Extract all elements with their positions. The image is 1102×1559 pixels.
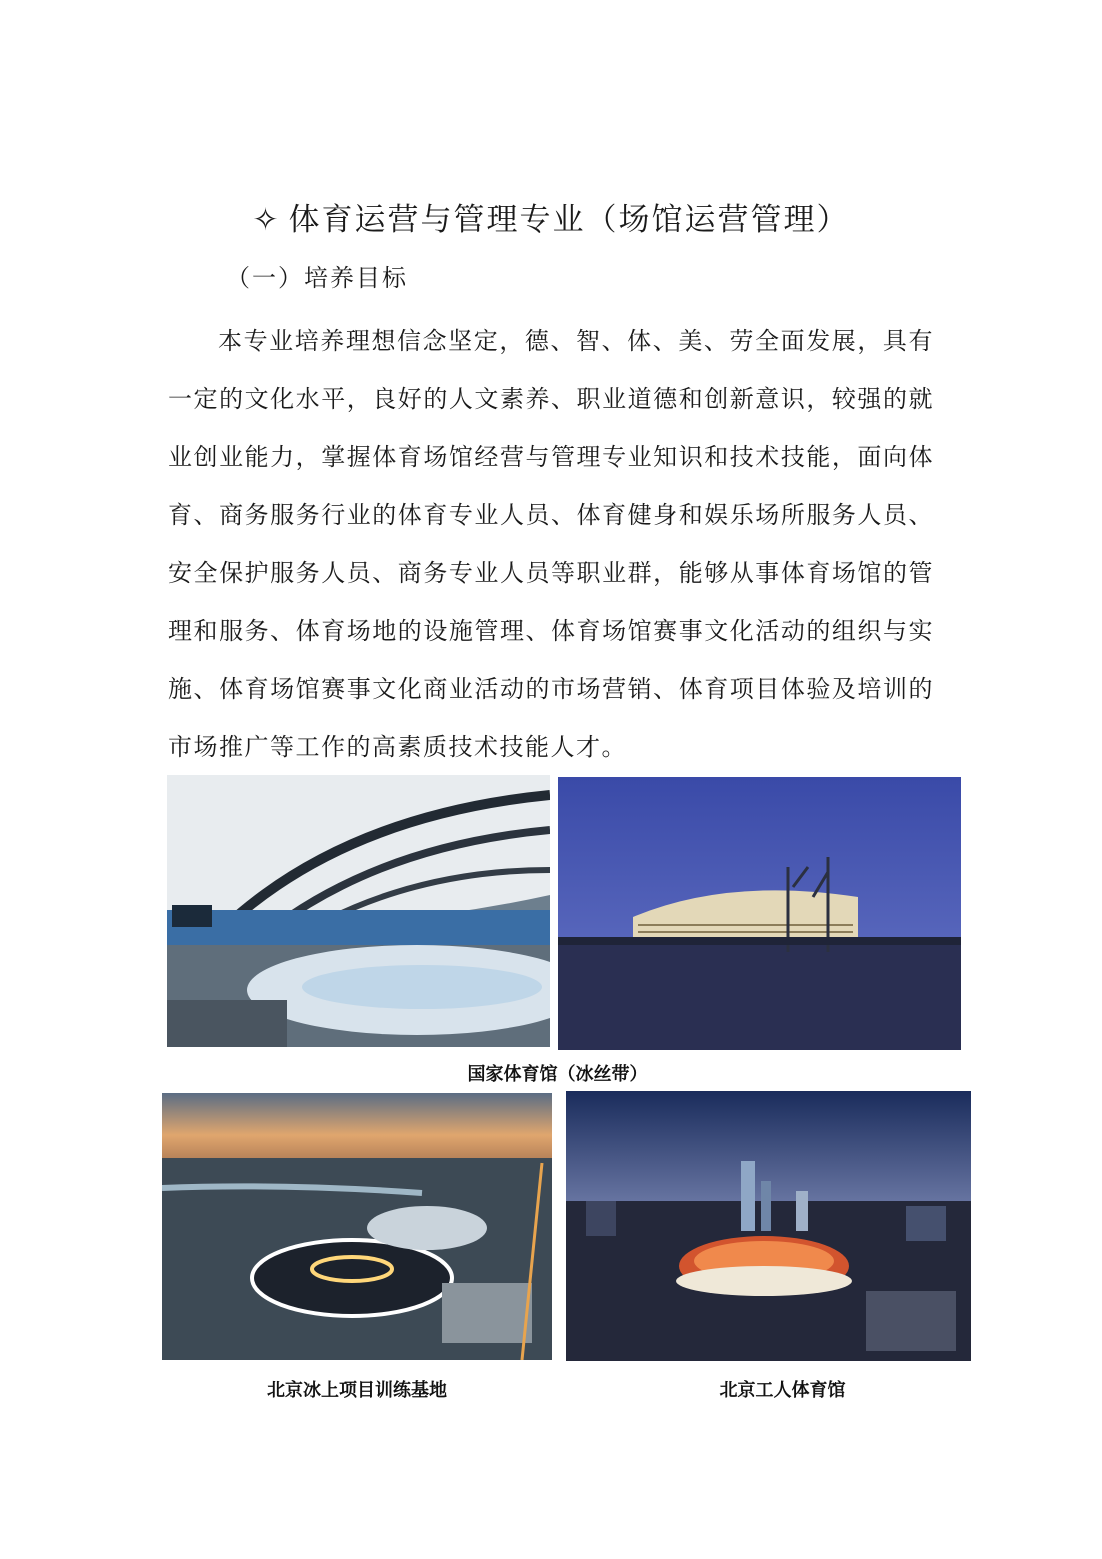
photo-ice-ribbon-interior [167,775,550,1047]
page-title-text: 体育运营与管理专业（场馆运营管理） [288,202,850,238]
photo-workers-stadium [566,1091,971,1361]
photo-ice-ribbon-exterior [558,777,961,1050]
photo-ice-training-base [162,1093,552,1360]
page-title [0,198,1102,242]
body-paragraph: 本专业培养理想信念坚定，德、智、体、美、劳全面发展，具有一定的文化水平，良好的人文素养、职业道德和创新意识，较强的就业创业能力，掌握体育场馆经营与管理专业知识和技术技能，面向体育、商务服务行业的体育专业人员、体育健身和娱乐场所服务人员、安全保护服务人员、商务专业人员等职业群，能够从事体育场馆的管理和服务、体育场地的设施管理、体育场馆赛事文化活动的组织与实施、体育场馆赛事文化商业活动的市场营销、体育项目体验及培训的市场推广等工作的高素质技术技能人才。 [168,327,934,761]
section-heading: （一）培养目标 [226,264,408,292]
caption-ice-training-base: 北京冰上项目训练基地 [267,1380,447,1401]
caption-national-speed-skating: 国家体育馆（冰丝带） [467,1064,648,1085]
caption-workers-stadium: 北京工人体育馆 [719,1380,846,1401]
four-pointed-star-icon: ✧ [252,202,281,238]
